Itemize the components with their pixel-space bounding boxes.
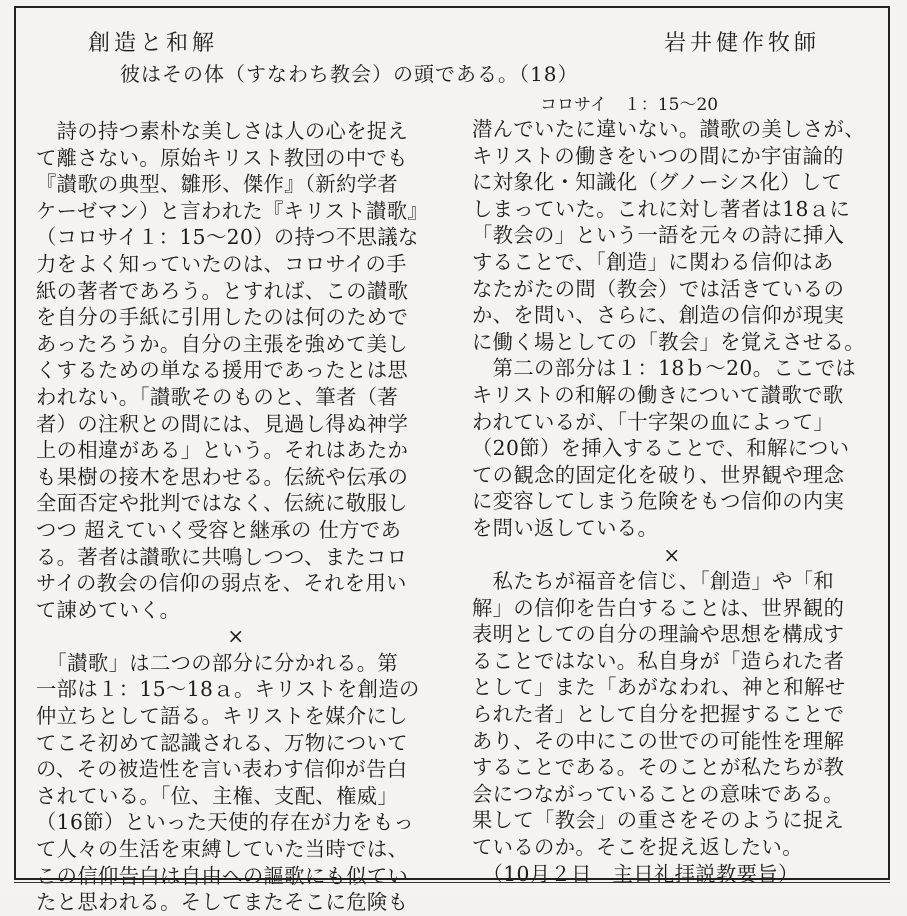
author-name: 岩井健作牧師 <box>664 31 821 56</box>
text-line: われない。「讃歌そのものと、筆者（著 <box>36 384 399 409</box>
text-line: て諌めていく。 <box>36 597 181 622</box>
section-separator: × <box>227 624 245 649</box>
text-line: ての観念的固定化を破り、世界観や理念 <box>472 462 845 487</box>
text-line: る。著者は讃歌に共鳴しつつ、またコロ <box>36 544 408 569</box>
text-line: を問い返している。 <box>472 515 659 540</box>
text-line: ケーゼマン）と言われた『キリスト讃歌』 <box>36 198 429 223</box>
text-line: われているが、「十字架の血によって」 <box>472 409 835 434</box>
text-line: キリストの働きをいつの間にか宇宙論的 <box>472 143 844 168</box>
bottom-border <box>14 882 890 897</box>
text-line: てこそ初めて認識される、万物について <box>36 730 408 755</box>
text-line: しまっていた。これに対し著者は18ａに <box>472 196 851 221</box>
text-line: くするための単なる援用であったとは思 <box>36 358 409 383</box>
text-line: ているのか。そこを捉え返したい。 <box>472 835 803 860</box>
text-line: されている。「位、主権、支配、権威」 <box>36 783 399 808</box>
text-line: することである。そのことが私たちが教 <box>472 755 845 780</box>
verse-reference: コロサイ １：15〜20 <box>540 95 719 115</box>
text-line: 私たちが福音を信じ、「創造」や「和 <box>472 569 835 594</box>
text-line: として」また「あがなわれ、神と和解せ <box>472 675 846 700</box>
text-line: （16節）といった天使的存在が力をもっ <box>36 810 415 835</box>
text-line: か、を問い、さらに、創造の信仰が現実 <box>472 303 845 328</box>
section-separator: × <box>663 542 681 567</box>
text-line: 詩の持つ素朴な美しさは人の心を捉え <box>36 119 409 143</box>
text-line: 果して「教会」の重さをそのように捉え <box>472 808 845 833</box>
text-line: 「教会の」という一語を元々の詩に挿入 <box>472 223 845 248</box>
text-line: 「讃歌」は二つの部分に分かれる。第 <box>36 650 399 675</box>
text-line: 潜んでいたに違いない。讃歌の美しさが、 <box>472 117 865 141</box>
text-line: キリストの和解の働きについて讃歌で歌 <box>472 382 844 407</box>
text-line: 仲立ちとして語る。キリストを媒介にし <box>36 704 408 729</box>
text-line: て人々の生活を束縛していた当時では、 <box>36 837 409 862</box>
text-line: 第二の部分は１：18ｂ〜20。ここでは <box>472 356 857 381</box>
right-column <box>472 116 872 887</box>
text-line: サイの教会の信仰の弱点を、それを用い <box>36 571 407 596</box>
text-line: （10月２日 主日礼拝説教要旨） <box>472 861 799 886</box>
text-line: あり、その中にこの世での可能性を理解 <box>472 728 845 753</box>
text-line: 表明としての自分の理論や思想を構成す <box>472 622 845 647</box>
text-line: あったろうか。自分の主張を強めて美し <box>36 331 409 356</box>
text-line: なたがたの間（教会）では活きているの <box>472 276 845 301</box>
text-line: 『讃歌の典型、雛形、傑作』（新約学者 <box>36 172 399 197</box>
text-line: この信仰告白は自由への謳歌にも似てい <box>36 863 409 888</box>
text-line: 力をよく知っていたのは、コロサイの手 <box>36 251 407 276</box>
text-line: られた者」として自分を把握することで <box>472 702 845 727</box>
text-line: に対象化・知識化（グノーシス化）して <box>472 170 843 195</box>
text-line: に働く場としての「教会」を覚えさせる。 <box>472 329 865 354</box>
text-line: （20節）を挿入することで、和解につい <box>472 436 850 461</box>
text-line: することで、「創造」に関わる信仰はあ <box>472 249 834 274</box>
text-line: ることではない。私自身が「造られた者 <box>472 648 845 673</box>
left-column <box>36 118 436 916</box>
text-line: 者）の注釈との間には、見過し得ぬ神学 <box>36 411 409 436</box>
text-line: 解」の信仰を告白することは、世界観的 <box>472 595 845 620</box>
text-line: つつ 超えていく受容と継承の 仕方であ <box>36 517 402 542</box>
text-line: を自分の手紙に引用したのは何のためで <box>36 305 409 330</box>
text-line: の、その被造性を言い表わす信仰が告白 <box>36 757 408 782</box>
text-line: 一部は１：15〜18ａ。キリストを創造の <box>36 677 420 702</box>
epigraph-verse: 彼はその体（すなわち教会）の頭である。（18） <box>120 62 579 86</box>
text-line: たと思われる。そしてまたそこに危険も <box>36 890 409 915</box>
text-line: 全面否定や批判ではなく、伝統に敬服し <box>36 491 408 516</box>
text-line: 紙の著者であろう。とすれば、この讃歌 <box>36 278 409 303</box>
article-title: 創造と和解 <box>88 31 219 56</box>
text-line: 会につながっていることの意味である。 <box>472 781 844 806</box>
text-line: に変容してしまう危険をもつ信仰の内実 <box>472 489 845 514</box>
text-line: （コロサイ１：15〜20）の持つ不思議な <box>36 225 419 250</box>
text-line: て離さない。原始キリスト教団の中でも <box>36 145 408 170</box>
text-line: 上の相違がある」という。それはあたか <box>36 438 409 463</box>
text-line: も果樹の接木を思わせる。伝統や伝承の <box>36 464 409 489</box>
